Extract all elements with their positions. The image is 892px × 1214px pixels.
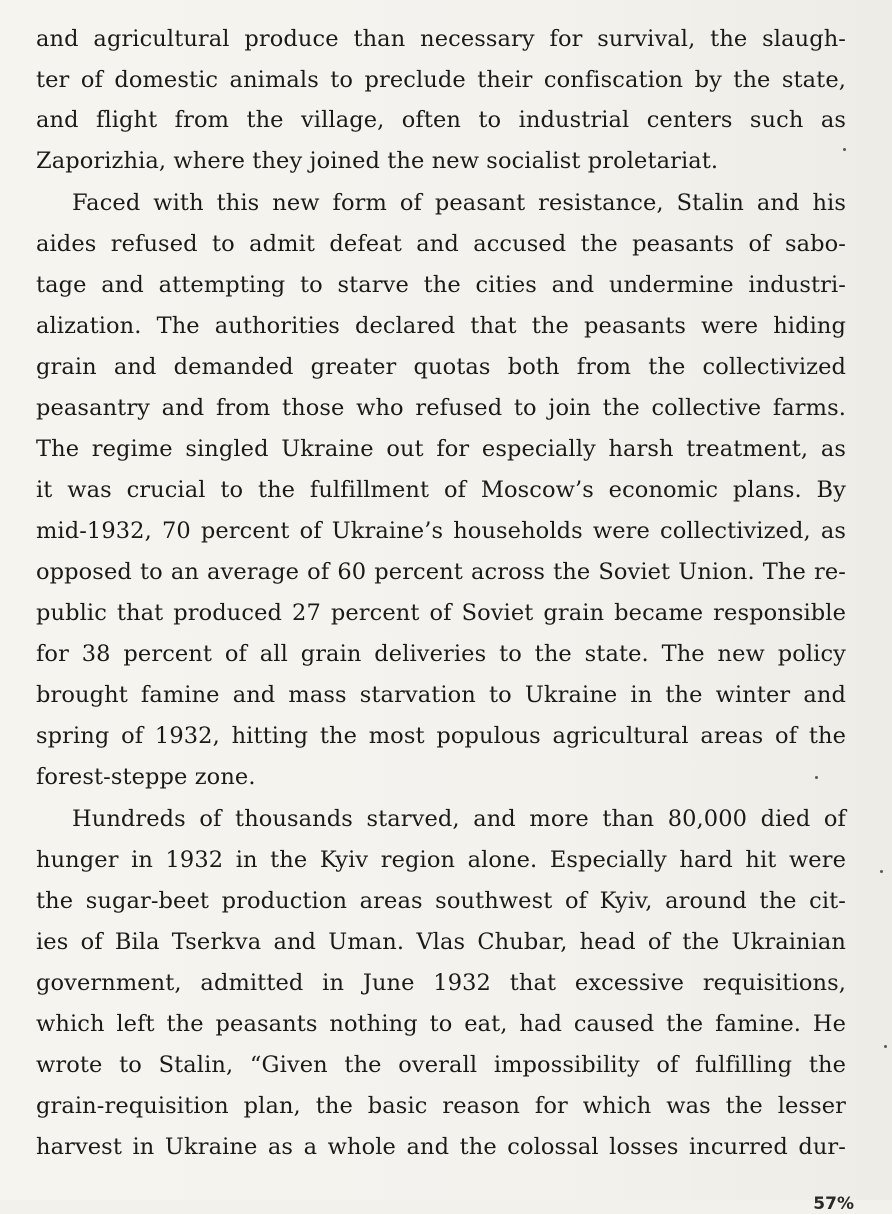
text-line: ter of domestic animals to preclude their confiscation by the state, bbox=[36, 67, 846, 93]
text-line: grain-requisition plan, the basic reason for which was the lesser bbox=[36, 1093, 846, 1119]
text-line: public that produced 27 percent of Soviet grain became responsible bbox=[36, 600, 846, 626]
text-line: spring of 1932, hitting the most populous agricultural areas of the bbox=[36, 723, 846, 749]
text-line: hunger in 1932 in the Kyiv region alone. Especially hard hit were bbox=[36, 847, 846, 873]
text-line: wrote to Stalin, “Given the overall impossibility of fulfilling the bbox=[36, 1052, 846, 1078]
text-line: alization. The authorities declared that the peasants were hiding bbox=[36, 313, 846, 339]
text-line: ies of Bila Tserkva and Uman. Vlas Chubar, head of the Ukrainian bbox=[36, 929, 846, 955]
text-line: the sugar-beet production areas southwest of Kyiv, around the cit- bbox=[36, 888, 846, 914]
text-line: grain and demanded greater quotas both from the collectivized bbox=[36, 354, 846, 380]
text-line: harvest in Ukraine as a whole and the colossal losses incurred dur- bbox=[36, 1134, 846, 1160]
text-line: forest-steppe zone. bbox=[36, 764, 256, 790]
paper-speck bbox=[843, 148, 846, 151]
text-line: mid-1932, 70 percent of Ukraine’s households were collectivized, as bbox=[36, 518, 846, 544]
paper-speck bbox=[884, 1045, 887, 1048]
text-line: which left the peasants nothing to eat, had caused the famine. He bbox=[36, 1011, 846, 1037]
paragraph-first-line: Faced with this new form of peasant resistance, Stalin and his bbox=[72, 190, 846, 216]
text-line: Zaporizhia, where they joined the new socialist proletariat. bbox=[36, 148, 719, 174]
text-line: tage and attempting to starve the cities and undermine industri- bbox=[36, 272, 846, 298]
text-line: The regime singled Ukraine out for especially harsh treatment, as bbox=[36, 436, 846, 462]
text-line: opposed to an average of 60 percent across the Soviet Union. The re- bbox=[36, 559, 846, 585]
text-line: it was crucial to the fulfillment of Moscow’s economic plans. By bbox=[36, 477, 846, 503]
text-line: for 38 percent of all grain deliveries to the state. The new policy bbox=[36, 641, 846, 667]
paper-speck bbox=[880, 870, 883, 873]
paragraph-first-line: Hundreds of thousands starved, and more than 80,000 died of bbox=[72, 806, 846, 832]
text-line: and flight from the village, often to industrial centers such as bbox=[36, 107, 846, 133]
paper-speck bbox=[815, 776, 818, 779]
text-line: and agricultural produce than necessary for survival, the slaugh- bbox=[36, 26, 846, 52]
reading-progress-label: 57% bbox=[813, 1194, 854, 1214]
text-line: aides refused to admit defeat and accused the peasants of sabo- bbox=[36, 231, 846, 257]
text-line: peasantry and from those who refused to join the collective farms. bbox=[36, 395, 846, 421]
text-line: brought famine and mass starvation to Ukraine in the winter and bbox=[36, 682, 846, 708]
text-line: government, admitted in June 1932 that excessive requisitions, bbox=[36, 970, 846, 996]
